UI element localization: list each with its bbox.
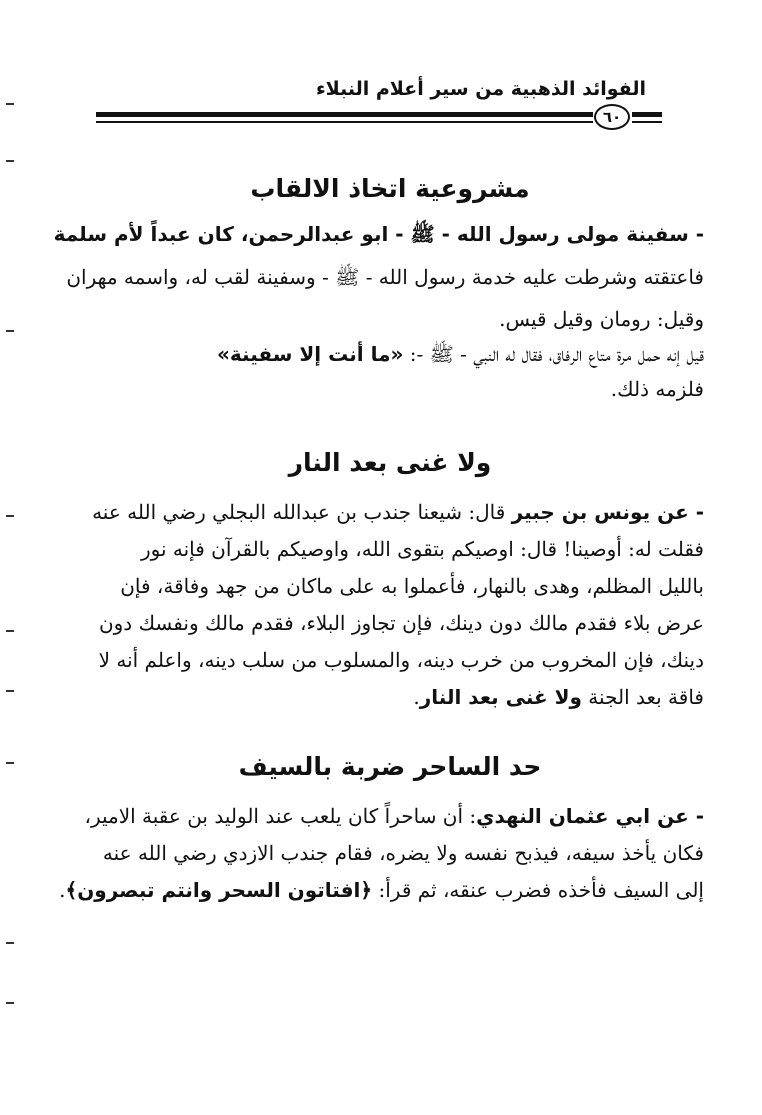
paragraph-line xyxy=(64,265,704,294)
paragraph-line xyxy=(59,878,704,902)
line-text: عرض بلاء فقدم مالك دون دينك، فإن تجاوز البلاء، فقدم مالك ونفسك دون xyxy=(98,611,704,635)
margin-mark xyxy=(6,103,14,105)
line-text-bold: - سفينة مولى رسول الله - ﷺ - ابو عبدالرحمن، كان عبداً لأم سلمة xyxy=(53,222,704,246)
paragraph-line xyxy=(64,307,704,331)
line-text: فكان يأخذ سيفه، فيذبح نفسه ولا يضره، فقام جندب الازدي رضي الله عنه xyxy=(102,841,704,865)
narrator-bold: - عن يونس بن جبير xyxy=(511,500,704,524)
verse-bold: ﴿افتاتون السحر وانتم تبصرون﴾ xyxy=(65,878,373,902)
paragraph-line xyxy=(64,377,704,401)
paragraph-line xyxy=(64,574,704,598)
margin-mark xyxy=(6,1002,14,1004)
line-text: : أن ساحراً كان يلعب عند الوليد بن عقبة الامير، xyxy=(84,804,477,828)
line-text: فلزمه ذلك. xyxy=(610,377,704,401)
running-title: الفوائد الذهبية من سير أعلام النبلاء xyxy=(315,78,646,100)
quote-bold: «ما أنت إلا سفينة» xyxy=(216,342,404,366)
paragraph-line xyxy=(64,804,704,828)
header-rule-thick xyxy=(96,112,593,117)
line-text: إلى السيف فأخذه فضرب عنقه، ثم قرأ: xyxy=(372,878,704,902)
margin-mark xyxy=(6,942,14,944)
margin-mark xyxy=(6,160,14,162)
line-text: قال: شيعنا جندب بن عبدالله البجلي رضي الله عنه xyxy=(92,500,512,524)
paragraph-line xyxy=(64,500,704,524)
line-text: وقيل: رومان وقيل قيس. xyxy=(499,307,704,331)
page-number: ٦٠ xyxy=(594,104,630,130)
margin-mark xyxy=(6,630,14,632)
section-heading: مشروعية اتخاذ الالقاب xyxy=(250,174,530,203)
line-text: دينك، فإن المخروب من خرب دينه، والمسلوب من سلب دينه، واعلم أنه لا xyxy=(98,648,704,672)
paragraph-line xyxy=(64,342,704,371)
line-text: بالليل المظلم، وهدى بالنهار، فأعملوا به على ماكان من جهد وفاقة، فإن xyxy=(120,574,704,598)
margin-mark xyxy=(6,330,14,332)
line-text: قيل إنه حمل مرة متاع الرفاق، فقال له النبي - ﷺ -: xyxy=(403,342,704,366)
line-text: فاعتقته وشرطت عليه خدمة رسول الله - ﷺ - وسفينة لقب له، واسمه مهران xyxy=(66,265,704,289)
paragraph-line xyxy=(64,611,704,635)
paragraph-line xyxy=(64,685,704,709)
section-heading: ولا غنى بعد النار xyxy=(288,448,492,477)
margin-mark xyxy=(6,690,14,692)
paragraph-line xyxy=(64,841,704,865)
line-text: فقلت له: أوصينا! قال: اوصيكم بتقوى الله، واوصيكم بالقرآن فإنه نور xyxy=(140,537,704,561)
margin-mark xyxy=(6,762,14,764)
header-rule-thin xyxy=(96,121,593,123)
narrator-bold: - عن ابي عثمان النهدي xyxy=(476,804,704,828)
phrase-bold: ولا غنى بعد النار xyxy=(419,685,582,709)
margin-mark xyxy=(6,515,14,517)
paragraph-line xyxy=(53,222,704,251)
paragraph-line xyxy=(64,648,704,672)
line-end: . xyxy=(413,685,420,709)
header-rule-short-thin xyxy=(632,121,662,123)
header-rule-short xyxy=(632,112,662,117)
line-end: . xyxy=(59,878,66,902)
line-text: فاقة بعد الجنة xyxy=(581,685,704,709)
section-heading: حد الساحر ضربة بالسيف xyxy=(238,752,542,781)
paragraph-line xyxy=(64,537,704,561)
